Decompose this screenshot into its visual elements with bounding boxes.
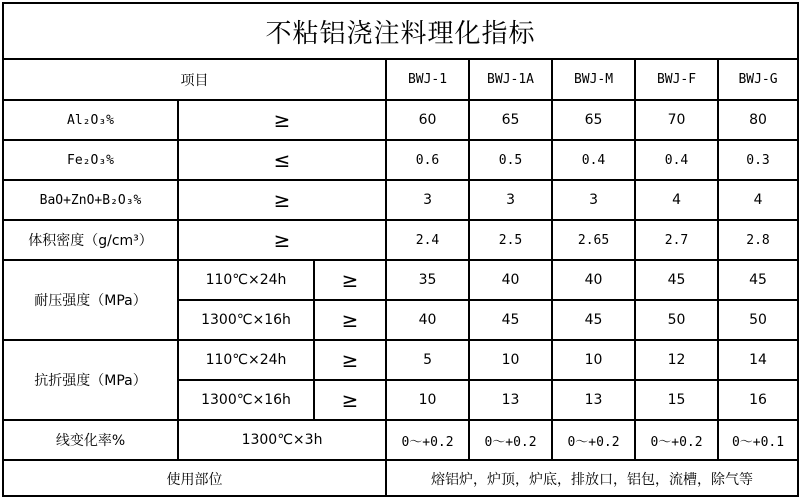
table-row xyxy=(4,340,797,380)
value-cell: 60 xyxy=(386,100,469,140)
value-cell: 0.3 xyxy=(718,140,797,180)
spec-table xyxy=(4,60,797,497)
value-cell: 0.5 xyxy=(469,140,552,180)
value-cell: 10 xyxy=(469,340,552,380)
item-header: 项目 xyxy=(4,60,386,100)
value-cell: 2.8 xyxy=(718,220,797,260)
header-row xyxy=(4,60,797,100)
value-cell: 0～+0.2 xyxy=(552,420,635,460)
condition-cell: 1300℃×16h xyxy=(178,300,314,340)
value-cell: 13 xyxy=(552,380,635,420)
condition-cell: 1300℃×3h xyxy=(178,420,386,460)
model-header: BWJ-1 xyxy=(386,60,469,100)
value-cell: 40 xyxy=(469,260,552,300)
value-cell: 35 xyxy=(386,260,469,300)
value-cell: 10 xyxy=(386,380,469,420)
value-cell: 0～+0.2 xyxy=(635,420,718,460)
usage-value: 熔铝炉，炉顶，炉底，排放口，铝包，流槽，除气等 xyxy=(386,460,797,497)
table-row xyxy=(4,100,797,140)
usage-row xyxy=(4,460,797,497)
value-cell: 2.65 xyxy=(552,220,635,260)
value-cell: 2.7 xyxy=(635,220,718,260)
value-cell: 16 xyxy=(718,380,797,420)
value-cell: 0～+0.2 xyxy=(386,420,469,460)
value-cell: 2.5 xyxy=(469,220,552,260)
value-cell: 0.4 xyxy=(552,140,635,180)
condition-cell: 1300℃×16h xyxy=(178,380,314,420)
spec-sheet xyxy=(2,2,799,497)
model-header: BWJ-1A xyxy=(469,60,552,100)
value-cell: 40 xyxy=(552,260,635,300)
value-cell: 80 xyxy=(718,100,797,140)
model-header: BWJ-G xyxy=(718,60,797,100)
row-label: 线变化率% xyxy=(4,420,178,460)
value-cell: 0.4 xyxy=(635,140,718,180)
value-cell: 10 xyxy=(552,340,635,380)
comparison-sign: ≥ xyxy=(178,100,386,140)
comparison-sign: ≥ xyxy=(314,380,386,420)
row-label: BaO+ZnO+B₂O₃% xyxy=(4,180,178,220)
value-cell: 45 xyxy=(552,300,635,340)
comparison-sign: ≥ xyxy=(178,220,386,260)
value-cell: 15 xyxy=(635,380,718,420)
value-cell: 50 xyxy=(635,300,718,340)
page-title: 不粘铝浇注料理化指标 xyxy=(4,4,797,60)
value-cell: 5 xyxy=(386,340,469,380)
value-cell: 0.6 xyxy=(386,140,469,180)
value-cell: 65 xyxy=(469,100,552,140)
row-label: Al₂O₃% xyxy=(4,100,178,140)
row-label: 抗折强度（MPa） xyxy=(4,340,178,420)
value-cell: 14 xyxy=(718,340,797,380)
comparison-sign: ≥ xyxy=(178,180,386,220)
table-row xyxy=(4,420,797,460)
value-cell: 45 xyxy=(718,260,797,300)
table-row xyxy=(4,220,797,260)
table-row xyxy=(4,260,797,300)
value-cell: 2.4 xyxy=(386,220,469,260)
model-header: BWJ-F xyxy=(635,60,718,100)
condition-cell: 110℃×24h xyxy=(178,340,314,380)
comparison-sign: ≥ xyxy=(314,300,386,340)
row-label: 耐压强度（MPa） xyxy=(4,260,178,340)
row-label: 使用部位 xyxy=(4,460,386,497)
condition-cell: 110℃×24h xyxy=(178,260,314,300)
value-cell: 0～+0.1 xyxy=(718,420,797,460)
value-cell: 45 xyxy=(469,300,552,340)
table-row xyxy=(4,140,797,180)
comparison-sign: ≥ xyxy=(314,260,386,300)
value-cell: 3 xyxy=(552,180,635,220)
value-cell: 3 xyxy=(469,180,552,220)
row-label: 体积密度（g/cm³） xyxy=(4,220,178,260)
model-header: BWJ-M xyxy=(552,60,635,100)
value-cell: 4 xyxy=(635,180,718,220)
value-cell: 70 xyxy=(635,100,718,140)
table-row xyxy=(4,180,797,220)
value-cell: 13 xyxy=(469,380,552,420)
value-cell: 0～+0.2 xyxy=(469,420,552,460)
value-cell: 3 xyxy=(386,180,469,220)
comparison-sign: ≥ xyxy=(314,340,386,380)
value-cell: 50 xyxy=(718,300,797,340)
value-cell: 40 xyxy=(386,300,469,340)
value-cell: 45 xyxy=(635,260,718,300)
comparison-sign: ≤ xyxy=(178,140,386,180)
value-cell: 12 xyxy=(635,340,718,380)
row-label: Fe₂O₃% xyxy=(4,140,178,180)
value-cell: 4 xyxy=(718,180,797,220)
value-cell: 65 xyxy=(552,100,635,140)
